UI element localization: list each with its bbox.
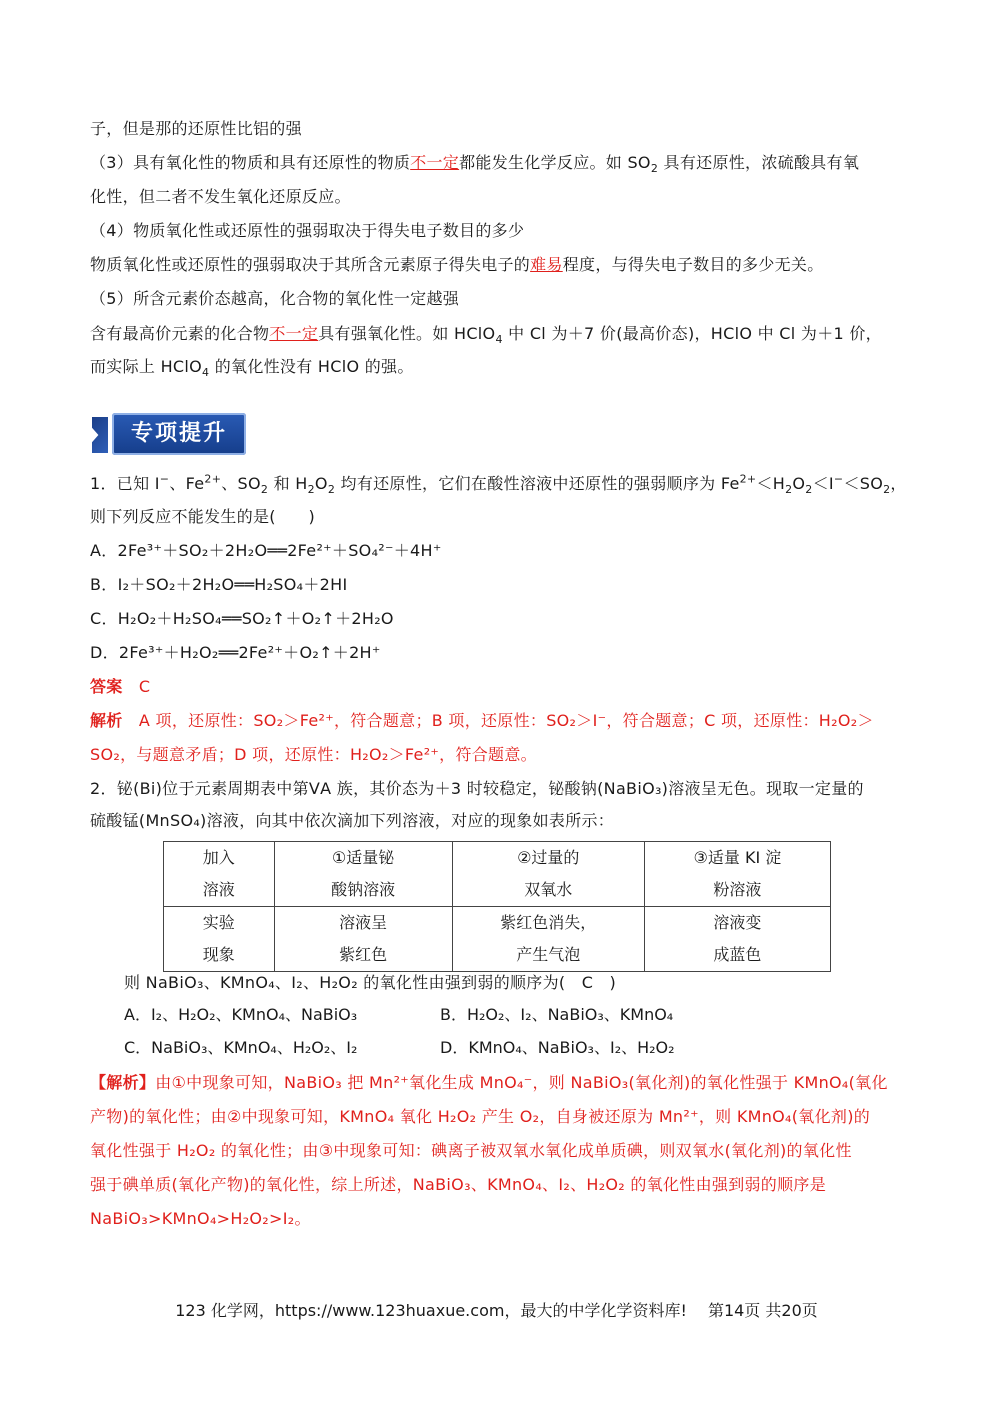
point-4-underline: 难易 (530, 255, 563, 274)
q1-stem-e: O (314, 474, 328, 493)
q1-stem-a: 1．已知 I (90, 474, 160, 493)
point-3-cont: 化性，但二者不发生氧化还原反应。 (90, 187, 351, 206)
q2-stem-2: 硫酸锰(MnSO₄)溶液，向其中依次滴加下列溶液，对应的现象如表所示： (90, 811, 615, 830)
q2-explain-label: 【解析】 (90, 1073, 156, 1092)
point-5-explain-c: 中 Cl 为＋7 价(最高价态)，HClO 中 Cl 为＋1 价， (502, 324, 882, 343)
q1-stem-g: ＜H (756, 474, 786, 493)
point-3-text-b: 都能发生化学反应。如 SO (459, 153, 651, 172)
q2-explain-5: NaBiO₃>KMnO₄>H₂O₂>I₂。 (90, 1209, 311, 1228)
q2-option-c: C．NaBiO₃、KMnO₄、H₂O₂、I₂ (124, 1038, 358, 1057)
point-3-underline: 不一定 (410, 153, 460, 172)
q1-explain-1 (90, 710, 905, 732)
q1-stem-i: ＜I (812, 474, 834, 493)
q2-explain-text-1: 由①中现象可知，NaBiO₃ 把 Mn²⁺氧化生成 MnO₄⁻，则 NaBiO₃(氧化剂)的氧化性强于 KMnO₄(氧化 (155, 1073, 888, 1092)
point-4-explain-b: 程度，与得失电子数目的多少无关。 (562, 255, 824, 274)
q1-stem-f: 均有还原性，它们在酸性溶液中还原性的强弱顺序为 Fe (335, 474, 740, 493)
point-5: （5）所含元素价态越高，化合物的氧化性一定越强 (90, 289, 460, 308)
q1-stem-j: ＜SO (843, 474, 884, 493)
table-cell: ③适量 KI 淀 粉溶液 (644, 842, 830, 907)
q1-stem-2: 则下列反应不能发生的是( ) (90, 507, 315, 526)
q1-option-a: A．2Fe³⁺＋SO₂＋2H₂O══2Fe²⁺＋SO₄²⁻＋4H⁺ (90, 541, 442, 560)
point-3-text-c: 具有还原性，浓硫酸具有氧 (658, 153, 860, 172)
q2-option-a: A．I₂、H₂O₂、KMnO₄、NaBiO₃ (124, 1005, 358, 1024)
q1-stem: 1．已知 I−、$Fe^{2+}$、$SO_2$ 和 $H_2O_2$ 均有还原性，它们在酸性溶液中还原性的强弱顺序为 $Fe^{2+}<H_2O_2<I^-<SO_2$， (90, 472, 907, 497)
point-5-explain-e: 的氧化性没有 HClO 的强。 (209, 357, 414, 376)
q1-answer-label: 答案 (90, 677, 123, 696)
q2-explain-2: 产物)的氧化性；由②中现象可知，KMnO₄ 氧化 H₂O₂ 产生 O₂，自身被还原为 Mn²⁺，则 KMnO₄(氧化剂)的 (90, 1107, 871, 1126)
table-cell: 溶液呈 紫红色 (274, 907, 452, 972)
q2-explain-1 (90, 1072, 905, 1094)
table-cell: 加入 溶液 (164, 842, 275, 907)
table-row (164, 842, 831, 907)
banner-box (112, 413, 246, 455)
q1-option-c: C．H₂O₂＋H₂SO₄══SO₂↑＋O₂↑＋2H₂O (90, 609, 394, 628)
banner-arrow-icon (92, 417, 108, 453)
q2-stem-1: 2．铋(Bi)位于元素周期表中第ⅤA 族，其价态为＋3 时较稳定，铋酸钠(NaBiO₃)溶液呈无色。现取一定量的 (90, 779, 864, 798)
point-5-explain-cont: 而实际上 HClO$_4$ 的氧化性没有 HClO 的强。 (90, 357, 414, 380)
point-4-explain-a: 物质氧化性或还原性的强弱取决于其所含元素原子得失电子的 (90, 255, 531, 274)
q1-option-b: B．I₂＋SO₂＋2H₂O══H₂SO₄＋2HI (90, 575, 348, 594)
experiment-table (163, 841, 831, 972)
section-banner (92, 413, 248, 457)
point-4: （4）物质氧化性或还原性的强弱取决于得失电子数目的多少 (90, 221, 525, 240)
q1-explain-text-1: A 项，还原性：SO₂＞Fe²⁺，符合题意；B 项，还原性：SO₂＞I⁻，符合题意；C 项，还原性：H₂O₂＞ (138, 711, 874, 730)
q2-option-b: B．H₂O₂、I₂、NaBiO₃、KMnO₄ (440, 1005, 674, 1024)
q1-stem-c: 、SO (221, 474, 261, 493)
point-5-explain-a: 含有最高价元素的化合物 (90, 324, 270, 343)
page-footer: 123 化学网，https://www.123huaxue.com，最大的中学化学资料库! 第14页 共20页 (175, 1301, 818, 1320)
q2-ask: 则 NaBiO₃、KMnO₄、I₂、H₂O₂ 的氧化性由强到弱的顺序为( C ) (124, 973, 617, 992)
table-cell: 实验 现象 (164, 907, 275, 972)
table-row (164, 907, 831, 972)
point-3-text-a: （3）具有氧化性的物质和具有还原性的物质 (90, 153, 411, 172)
point-4-explain (90, 254, 905, 276)
q1-answer (90, 676, 905, 698)
q1-stem-d: 和 H (268, 474, 308, 493)
point-5-explain-b: 具有强氧化性。如 HClO (318, 324, 496, 343)
table-cell: 紫红色消失， 产生气泡 (452, 907, 644, 972)
point-5-explain-d: 而实际上 HClO (90, 357, 203, 376)
q1-answer-value: C (138, 677, 151, 696)
q2-explain-4: 强于碘单质(氧化产物)的氧化性，综上所述，NaBiO₃、KMnO₄、I₂、H₂O₂ 的氧化性由强到弱的顺序是 (90, 1175, 827, 1194)
q1-explain-label: 解析 (90, 711, 123, 730)
q1-stem-b: 、Fe (169, 474, 205, 493)
q1-option-d: D．2Fe³⁺＋H₂O₂══2Fe²⁺＋O₂↑＋2H⁺ (90, 643, 381, 662)
point-5-underline: 不一定 (269, 324, 319, 343)
table-cell: 溶液变 成蓝色 (644, 907, 830, 972)
table-cell: ②过量的 双氧水 (452, 842, 644, 907)
banner-title: 专项提升 (130, 421, 227, 446)
q1-explain-2: SO₂，与题意矛盾；D 项，还原性：H₂O₂＞Fe²⁺，符合题意。 (90, 745, 537, 764)
q1-stem-h: O (792, 474, 806, 493)
intro-line-1: 子，但是那的还原性比铝的强 (90, 119, 302, 138)
table-cell: ①适量铋 酸钠溶液 (274, 842, 452, 907)
q2-option-d: D．KMnO₄、NaBiO₃、I₂、H₂O₂ (440, 1038, 675, 1057)
q2-explain-3: 氧化性强于 H₂O₂ 的氧化性；由③中现象可知：碘离子被双氧水氧化成单质碘，则双氧水(氧化剂)的氧化性 (90, 1141, 852, 1160)
point-3: （3）具有氧化性的物质和具有还原性的物质不一定都能发生化学反应。如 $SO_2$ 具有还原性，浓硫酸具有氧 (90, 153, 860, 176)
q1-stem-k: ， (890, 474, 907, 493)
point-5-explain: 含有最高价元素的化合物不一定具有强氧化性。如 HClO$_4$ 中 Cl 为＋7 价(最高价态)，HClO 中 Cl 为＋1 价， (90, 324, 882, 347)
